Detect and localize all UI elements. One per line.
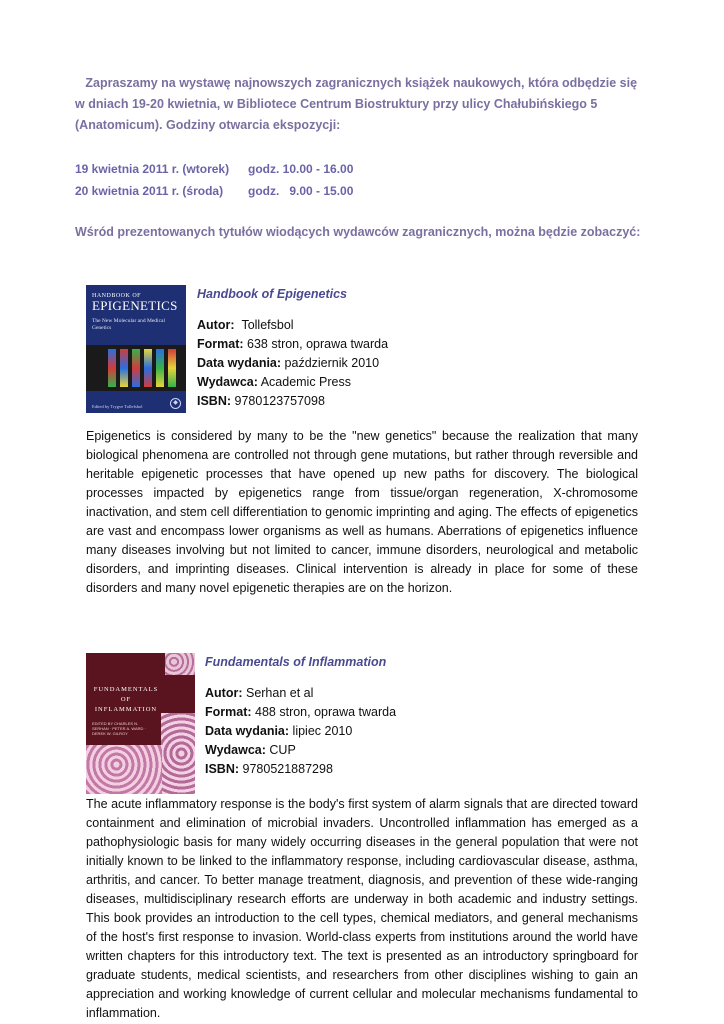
date: 20 kwietnia 2011 r. (środa) — [75, 184, 224, 198]
date-row: Data wydania: lipiec 2010 — [205, 724, 353, 738]
intro-line: (Anatomicum). Godziny otwarcia ekspozycji: — [75, 118, 341, 132]
format-row: Format: 638 stron, oprawa twarda — [197, 337, 389, 351]
date-row — [75, 158, 353, 180]
author-row: Autor: Serhan et al — [205, 686, 314, 700]
book-title: Fundamentals of Inflammation — [205, 655, 387, 669]
book-description: The acute inflammatory response is the body's first system of alarm signals that are directed toward containment and elimination of microbial invaders. Uncontrolled inflammation has emerged as a pathophysiologic basis for many widely occurring diseases in the general population that were not initially known to be linked to the inflammatory response, including cardiovascular disease, asthma, arthritis, and cancer. To better manage treatment, diagnosis, and prevention of these wide-ranging diseases, multidisciplinary research efforts are underway in both academic and industry settings. This book provides an introduction to the cell types, chemical mediators, and general mechanisms of the host's first response to invasion. World-class experts from institutions around the world have written chapters for this introductory text. The text is presented as an introductory springboard for graduate students, medical scientists, and researchers from other disciplines wishing to gain an appreciation and working knowledge of current cellular and molecular mechanisms fundamental to inflammation. — [86, 797, 638, 1020]
intro-line: w dniach 19-20 kwietnia, w Bibliotece Centrum Biostruktury przy ulicy Chałubińskiego 5 — [75, 97, 598, 111]
format-row: Format: 488 stron, oprawa twarda — [205, 705, 397, 719]
isbn-row: ISBN: 9780123757098 — [197, 394, 325, 408]
isbn-row: ISBN: 9780521887298 — [205, 762, 333, 776]
book-description: Epigenetics is considered by many to be the "new genetics" because the realization that many biological phenomena are controlled not through gene mutations, but rather through reversible and heritable epigenetic processes that have opened up new paths for discovery. The biological processes impacted by epigenetics range from tissue/organ regeneration, X-chromosome inactivation, and stem cell differentiation to genomic imprinting and aging. The effects of epigenetics are vast and encompass lower organisms as well as humans. Aberrations of epigenetics influence many diseases involving but not limited to cancer, immune disorders, neurological and metabolic disorders, and imprinting diseases. Clinical intervention is already in place for some of these disorders and many novel epigenetic therapies are on the horizon. — [86, 429, 638, 595]
date-row — [75, 180, 353, 202]
book-cover-image — [86, 285, 186, 413]
date: 19 kwietnia 2011 r. (wtorek) — [75, 162, 230, 176]
intro-paragraph — [75, 73, 655, 136]
publisher-logo-icon: ◆ — [170, 398, 181, 409]
cover-text: Edited by Trygve Tollefsbol — [92, 404, 143, 409]
hours: godz. 10.00 - 16.00 — [248, 162, 354, 176]
publisher-row: Wydawca: CUP — [205, 743, 296, 757]
book-cover-image — [86, 653, 195, 794]
intro-line: Zapraszamy na wystawę najnowszych zagranicznych książek naukowych, która odbędzie się — [85, 76, 638, 90]
cover-text: EPIGENETICS — [92, 298, 178, 313]
publisher-row: Wydawca: Academic Press — [197, 375, 352, 389]
cover-text: The New Molecular and Medical Genetics — [92, 318, 165, 331]
exhibition-dates — [75, 158, 353, 202]
cover-text: HANDBOOK OF — [92, 293, 142, 299]
book-metadata — [197, 285, 388, 411]
book-metadata — [205, 653, 396, 779]
cover-text: OF — [120, 696, 132, 703]
author-row: Autor: Tollefsbol — [197, 318, 294, 332]
cover-text: FUNDAMENTALS — [93, 686, 159, 693]
hours: godz. 9.00 - 15.00 — [248, 184, 354, 198]
date-row: Data wydania: październik 2010 — [197, 356, 380, 370]
lead-text: Wśród prezentowanych tytułów wiodących wydawców zagranicznych, można będzie zobaczyć: — [75, 225, 641, 239]
cover-text: INFLAMMATION — [94, 706, 158, 713]
book-title: Handbook of Epigenetics — [197, 287, 348, 301]
cover-text: EDITED BY CHARLES N. SERHAN · PETER A. WARD · DEREK W. GILROY — [92, 721, 146, 736]
